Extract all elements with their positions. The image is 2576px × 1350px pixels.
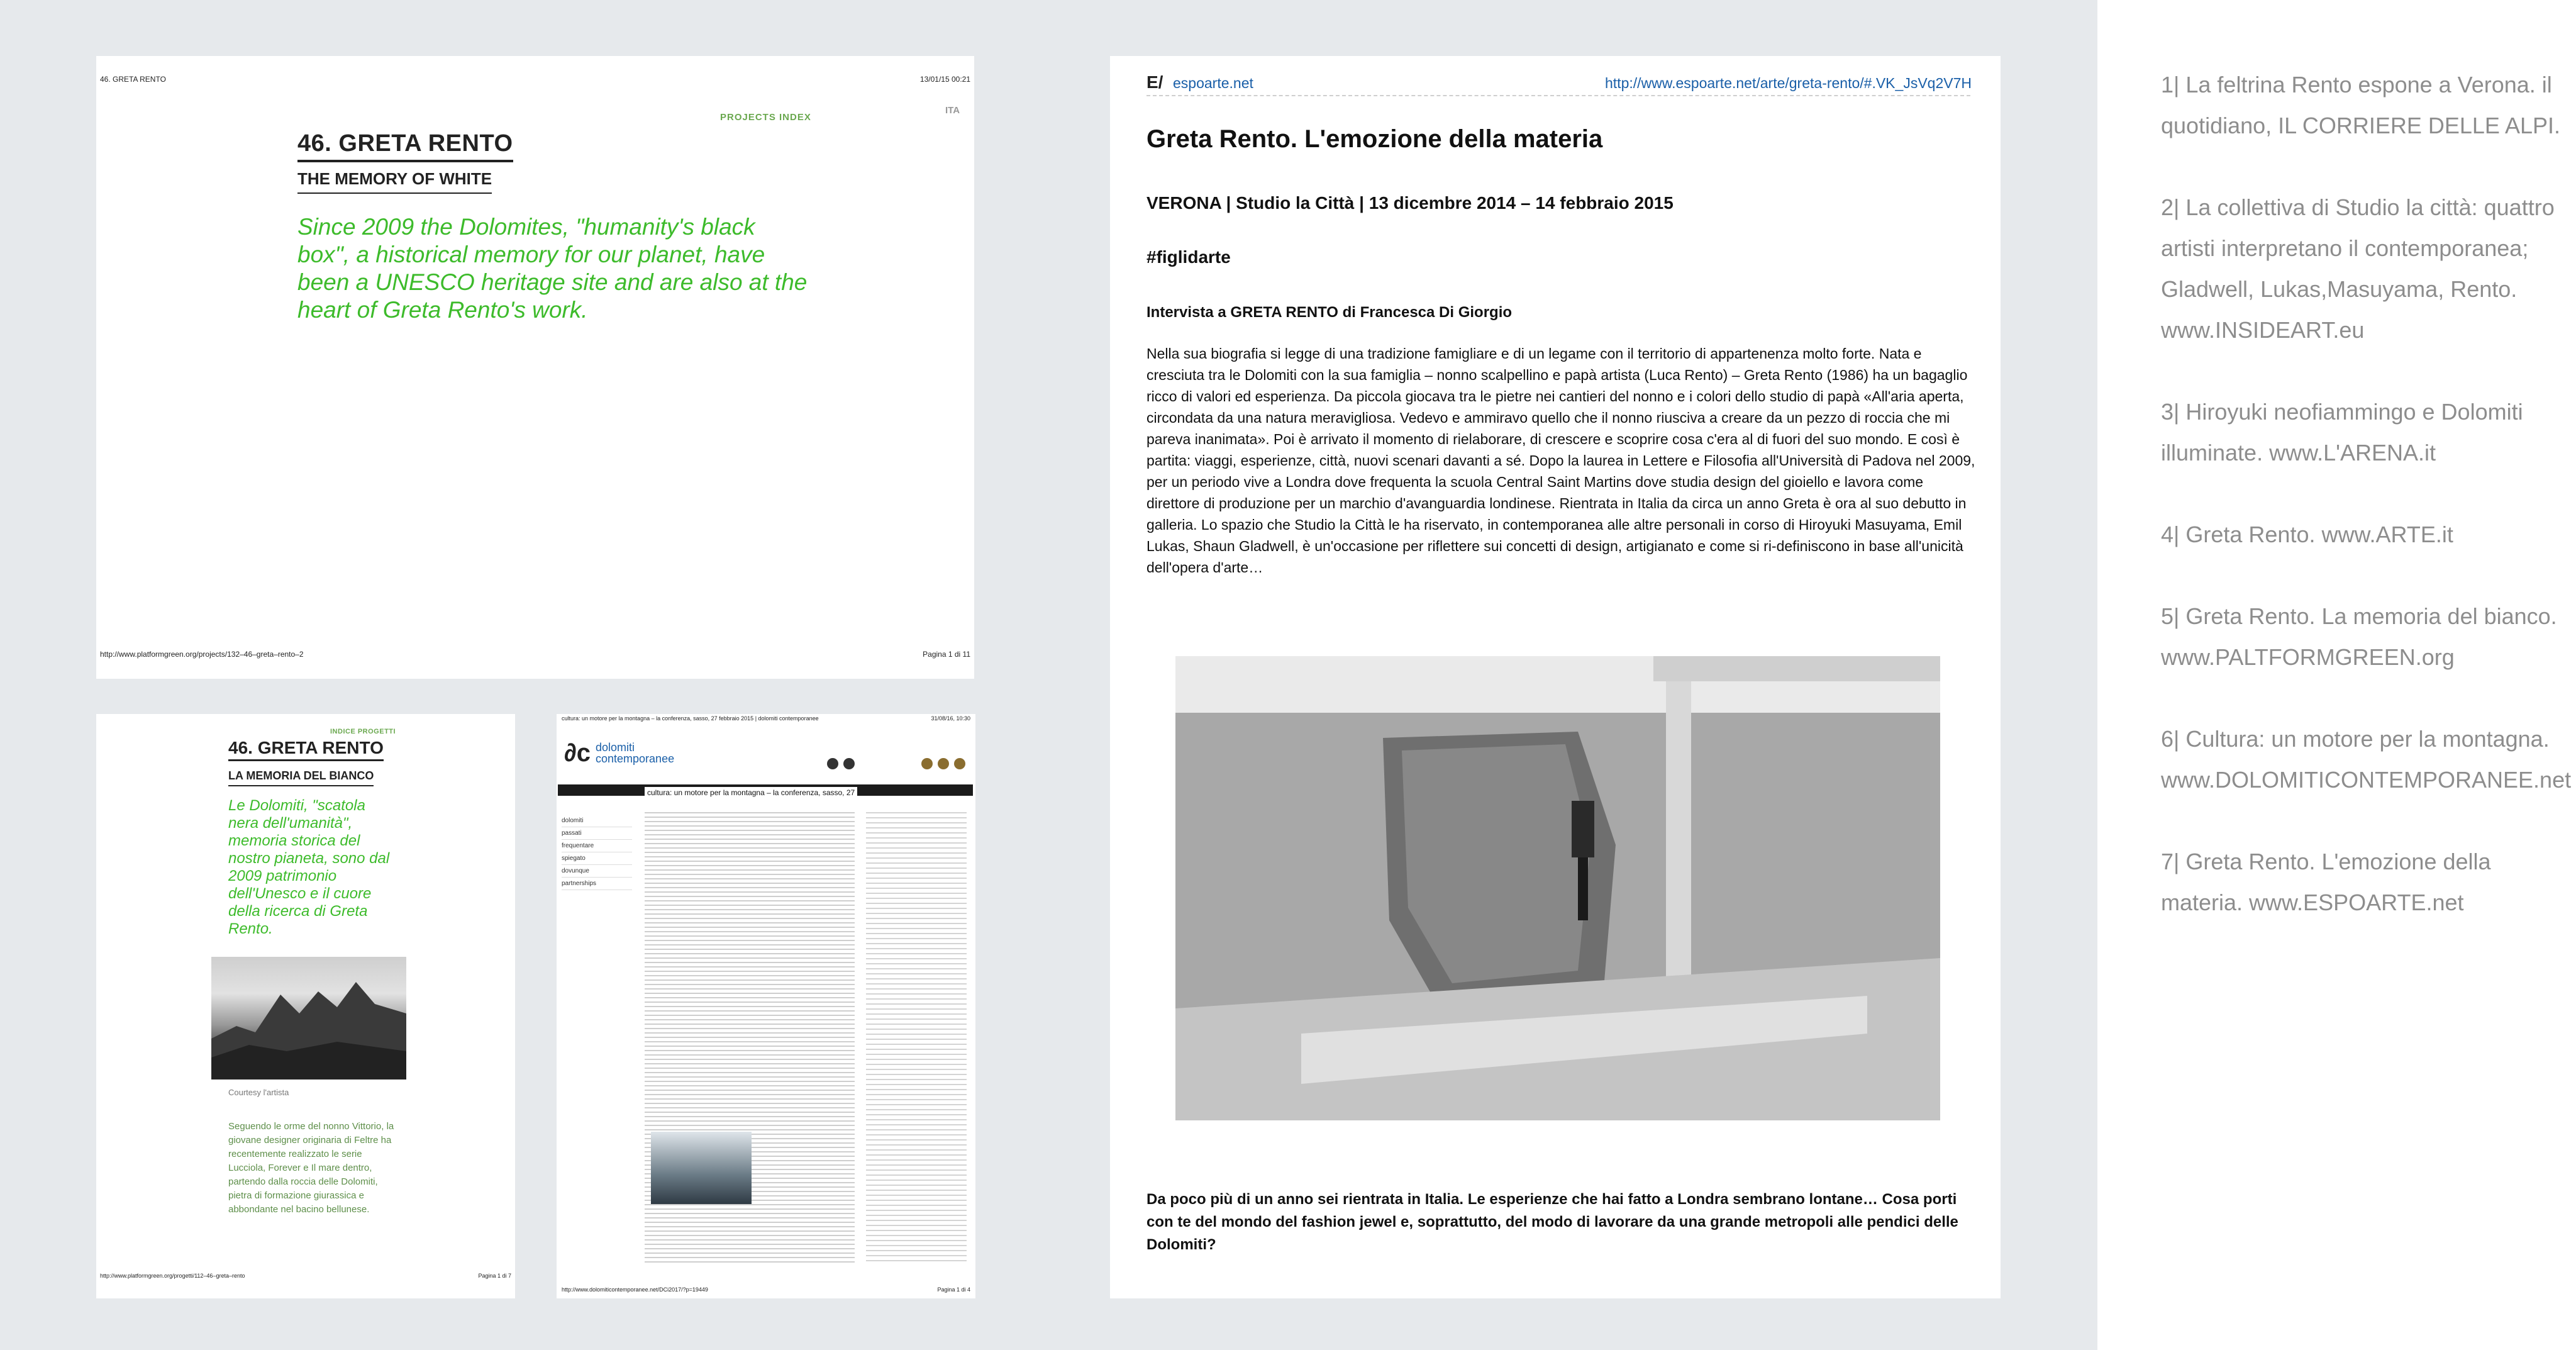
projects-index-link[interactable]: INDICE PROGETTI [330, 728, 396, 735]
page-header-date: 31/08/16, 10:30 [931, 715, 970, 722]
quarry-photo [1175, 656, 1940, 1120]
project-title: 46. GRETA RENTO [297, 130, 513, 162]
conference-photo [651, 1132, 752, 1204]
divider [1146, 95, 1970, 96]
press-item: 4| Greta Rento. www.ARTE.it [2161, 522, 2453, 547]
projects-index-link[interactable]: PROJECTS INDEX [720, 112, 811, 123]
page-footer-pagination: Pagina 1 di 4 [937, 1286, 970, 1293]
interview-question: Da poco più di un anno sei rientrata in Italia. Le esperienze che hai fatto a Londra sembrano lontane… Cosa porti con te del mondo del fashion jewel e, soprattutto, del modo di lavorare da una grande metropoli alle pendici delle Dolomiti? [1146, 1191, 1958, 1253]
project-subtitle: LA MEMORIA DEL BIANCO [228, 769, 374, 786]
document-page-platformgreen-en [96, 56, 974, 679]
page-footer-url: http://www.platformgreen.org/projects/132–46–greta–rento–2 [100, 650, 304, 659]
social-icon[interactable] [843, 758, 855, 769]
side-nav-item[interactable]: dovunque [562, 865, 632, 878]
page-header-date: 13/01/15 00:21 [919, 75, 970, 84]
side-nav-item[interactable]: partnerships [562, 878, 632, 890]
press-list-panel [2097, 0, 2576, 1350]
side-nav-item[interactable]: spiegato [562, 852, 632, 865]
side-nav-item[interactable]: passati [562, 827, 632, 840]
document-page-dolomiti-contemporanee [557, 714, 975, 1298]
sidebar-news-list [866, 812, 967, 1265]
mountain-photo [211, 957, 406, 1079]
side-nav-item[interactable]: dolomiti [562, 815, 632, 827]
page-header-title: cultura: un motore per la montagna – la conferenza, sasso, 27 febbraio 2015 | dolomiti contemporanee [562, 715, 819, 722]
page-footer-url: http://www.platformgreen.org/progetti/112–46–greta–rento [100, 1273, 245, 1279]
article-url-link[interactable]: http://www.espoarte.net/arte/greta-rento/#.VK_JsVq2V7H [1605, 75, 1972, 91]
facebook-icon[interactable] [938, 758, 949, 769]
press-item: 2| La collettiva di Studio la città: quattro artisti interpretano il contemporanea; Gladwell, Lukas,Masuyama, Rento. www.INSIDEART.eu [2161, 194, 2555, 343]
page-footer [562, 1286, 970, 1293]
project-title: 46. GRETA RENTO [228, 738, 384, 761]
article-title: Greta Rento. L'emozione della materia [1146, 125, 1603, 153]
press-list [2161, 64, 2572, 964]
project-subtitle: THE MEMORY OF WHITE [297, 169, 492, 194]
interview-byline: Intervista a GRETA RENTO di Francesca Di Giorgio [1146, 304, 1513, 321]
page-footer-url: http://www.dolomiticontemporanee.net/DCi2017/?p=19449 [562, 1286, 708, 1293]
article-body: Nella sua biografia si legge di una tradizione famigliare e di un legame con il territorio di appartenenza molto forte. Nata e cresciuta tra le Dolomiti con la sua famiglia – nonno scalpellino e papà artista (Luca Rento) – Greta Rento (1986) ha un bagaglio ricco di valori ed esperienza. Da piccola giocava tra le pietre nei cantieri del nonno e i colori dello studio di papà «All'aria aperta, circondata da una natura meravigliosa. Vedevo e ammiravo quello che il nonno riusciva a creare da un pezzo di roccia che mi pareva inanimata». Poi è arrivato il momento di rielaborare, di crescere e scoprire cosa c'era al di fuori del suo mondo. E così è partita: viaggi, esperienze, città, nuovi scenari davanti a sé. Dopo la laurea in Lettere e Filosofia all'Università di Padova nel 2009, per un periodo vive a Londra dove frequenta la scuola Central Saint Martins dove studia design del gioiello e lavora come direttore di produzione per un marchio d'avanguardia londinese. Rientrata in Italia da circa un anno Greta è ora al suo debutto in galleria. Lo spazio che Studio la Città le ha riservato, in contemporanea alle altre personali in corso di Hiroyuki Masuyama, Emil Lukas, Shaun Gladwell, è un'occasione per riflettere sui concetti di design, artigianato e come si ri-definiscono in base all'unicità dell'opera d'arte… [1146, 345, 1975, 576]
press-item: 6| Cultura: un motore per la montagna. www.DOLOMITICONTEMPORANEE.net [2161, 726, 2572, 793]
twitter-icon[interactable] [954, 758, 965, 769]
social-icon[interactable] [827, 758, 838, 769]
side-nav-item[interactable]: frequentare [562, 840, 632, 852]
press-item: 5| Greta Rento. La memoria del bianco. www.PALTFORMGREEN.org [2161, 603, 2557, 670]
dc-logo-icon[interactable]: ∂c [564, 739, 591, 767]
language-link[interactable]: ITA [945, 105, 960, 116]
side-nav [562, 815, 632, 890]
page-header-title: 46. GRETA RENTO [100, 75, 166, 84]
mountain-silhouette [211, 957, 406, 1079]
quarry-scene [1175, 656, 1940, 1120]
press-item: 7| Greta Rento. L'emozione della materia. www.ESPOARTE.net [2161, 849, 2491, 915]
page-footer-pagination: Pagina 1 di 11 [923, 650, 970, 659]
site-name-link[interactable]: espoarte.net [1173, 75, 1253, 91]
logo-line-1: dolomiti [596, 741, 635, 754]
document-page-espoarte [1110, 56, 2001, 1298]
project-description: Seguendo le orme del nonno Vittorio, la giovane designer originaria di Feltre ha recentemente realizzato le serie Lucciola, Forever e Il mare dentro, partendo dalla roccia delle Dolomiti, pietra di formazione giurassica e abbondante nel bacino bellunese. [228, 1121, 394, 1215]
document-page-platformgreen-it [96, 714, 515, 1298]
site-logo[interactable] [596, 742, 674, 764]
page-footer-pagination: Pagina 1 di 7 [478, 1273, 511, 1279]
press-item: 1| La feltrina Rento espone a Verona. il quotidiano, IL CORRIERE DELLE ALPI. [2161, 72, 2560, 138]
exhibition-venue: VERONA | Studio la Città | 13 dicembre 2014 – 14 febbraio 2015 [1146, 193, 1674, 213]
project-quote: Le Dolomiti, "scatola nera dell'umanità", memoria storica del nostro pianeta, sono dal 2009 patrimonio dell'Unesco e il cuore della ricerca di Greta Rento. [228, 797, 390, 937]
page-header [562, 715, 970, 722]
project-quote: Since 2009 the Dolomites, "humanity's black box", a historical memory for our planet, have been a UNESCO heritage site and are also at the heart of Greta Rento's work. [297, 214, 808, 323]
article-headline: cultura: un motore per la montagna – la conferenza, sasso, 27 [645, 787, 857, 798]
photo-caption: Courtesy l'artista [228, 1088, 289, 1097]
espoarte-logo-icon[interactable]: E/ [1146, 72, 1163, 92]
logo-line-2: contemporanee [596, 752, 675, 765]
user-icon[interactable] [921, 758, 933, 769]
press-item: 3| Hiroyuki neofiammingo e Dolomiti illuminate. www.L'ARENA.it [2161, 399, 2523, 466]
article-tag: #figlidarte [1146, 247, 1231, 267]
